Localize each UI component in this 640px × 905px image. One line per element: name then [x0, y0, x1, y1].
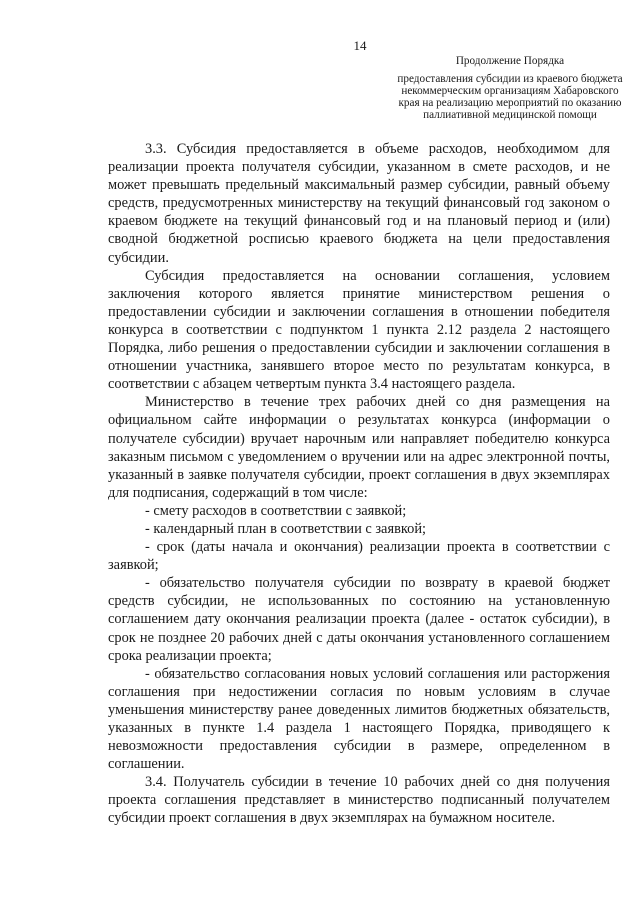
list-item-calendar-plan: - календарный план в соответствии с заявкой;	[145, 520, 427, 537]
paragraph-3-4: 3.4. Получатель субсидии в течение 10 рабочих дней со дня получения проекта соглашения представляет в министерство подписанный получателем субсидии проект соглашения в двух экземплярах на бумажном носителе.	[108, 774, 610, 827]
header-continuation-title: Продолжение Порядка	[455, 55, 565, 67]
list-item-new-terms-obligation: - обязательство согласования новых условий соглашения или расторжения соглашения при недостижении согласия по новым условиям в случае уменьшения министерству ранее доведенных лимитов бюджетных обязательств, указанных в пункте 1.4 раздела 1 настоящего Порядка, приводящего к невозможности предоставления субсидии в размере, определенном в соглашении.	[108, 665, 610, 773]
page-number: 14	[353, 38, 367, 53]
list-item-refund-obligation: - обязательство получателя субсидии по возврату в краевой бюджет средств субсидии, не использованных по состоянию на установленную соглашением дату окончания реализации проекта (далее - остаток субсидии), в срок не позднее 20 рабочих дней с даты окончания установленного соглашением срока реализации проекта;	[108, 575, 610, 664]
paragraph-3-3: 3.3. Субсидия предоставляется в объеме расходов, необходимом для реализации проекта получателя субсидии, указанном в смете расходов, и не может превышать предельный максимальный размер субсидии, равный объему средств, предусмотренных министерству на текущий финансовый год законом о краевом бюджете на текущий финансовый год и на плановый период и (или) сводной бюджетной росписью краевого бюджета на цели предоставления субсидии.	[108, 141, 610, 266]
header-document-name: предоставления субсидии из краевого бюджета некоммерческим организациям Хабаровского края на реализацию мероприятий по оказанию паллиативной медицинской помощи	[397, 73, 623, 121]
paragraph-agreement-basis: Субсидия предоставляется на основании соглашения, условием заключения которого является принятие министерством решения о предоставлении субсидии и заключении соглашения в отношении победителя конкурса в соответствии с подпунктом 1 пункта 2.12 раздела 2 настоящего Порядка, либо решения о предоставлении субсидии и заключении соглашения в отношении участника, занявшего второе место по результатам конкурса, в соответствии с абзацем четвертым пункта 3.4 настоящего раздела.	[108, 267, 610, 393]
list-item-project-term: - срок (даты начала и окончания) реализации проекта в соответствии с заявкой;	[108, 539, 610, 574]
paragraph-ministry-delivery: Министерство в течение трех рабочих дней со дня размещения на официальном сайте информации о результатах конкурса (информации о получателе субсидии) вручает нарочным или направляет победителю конкурса заказным письмом с уведомлением о вручении или на адрес электронной почты, указанный в заявке получателя субсидии, проект соглашения в двух экземплярах для подписания, содержащий в том числе:	[108, 394, 610, 501]
document-header	[392, 55, 628, 121]
document-body	[108, 140, 610, 828]
list-item-expense-estimate: - смету расходов в соответствии с заявкой;	[145, 502, 407, 519]
